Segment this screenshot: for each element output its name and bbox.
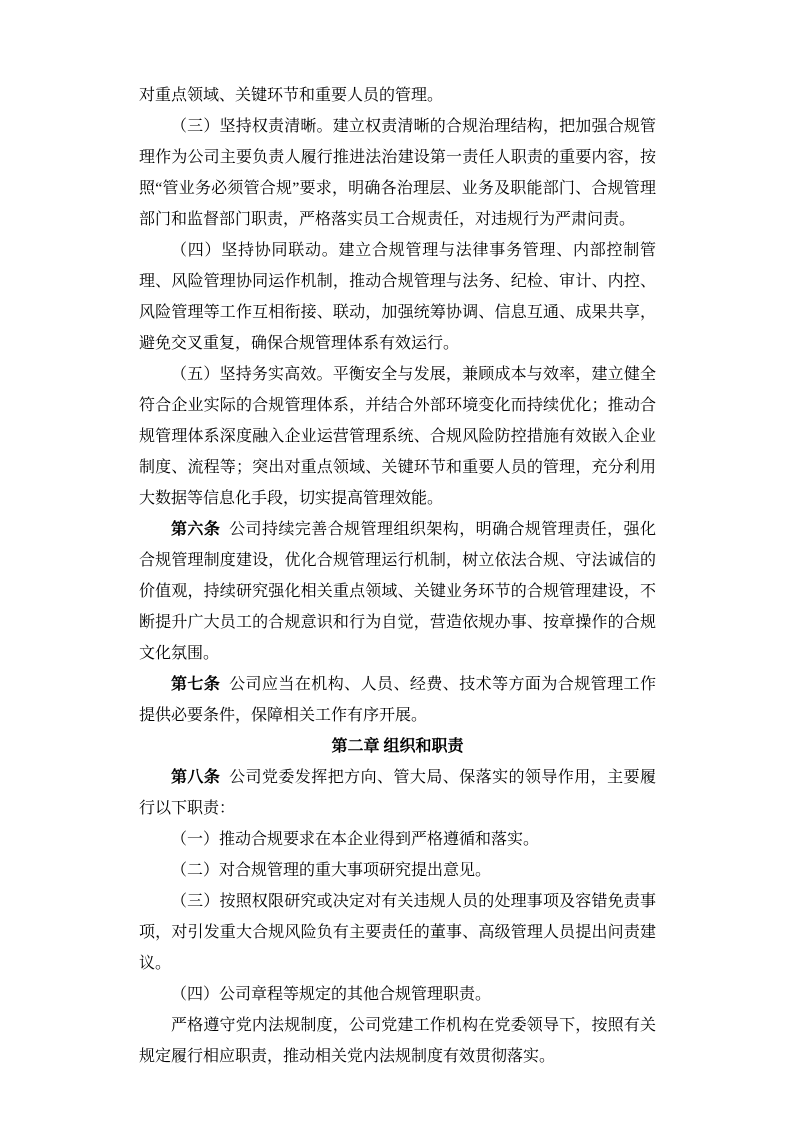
article-paragraph-6 — [139, 514, 656, 669]
principle-paragraph-3: （三）坚持权责清晰。建立权责清晰的合规治理结构，把加强合规管理作为公司主要负责人履行推进法治建设第一责任人职责的重要内容，按照“管业务必须管合规”要求，明确各治理层、业务及职能部门、合规管理部门和监督部门职责，严格落实员工合规责任，对违规行为严肃问责。 — [139, 118, 656, 228]
article-text: 公司应当在机构、人员、经费、技术等方面为合规管理工作提供必要条件，保障相关工作有序开展。 — [139, 676, 656, 724]
list-item-paragraph-2: （二）对合规管理的重大事项研究提出意见。 — [171, 862, 492, 879]
chapter-heading: 第二章 组织和职责 — [331, 738, 464, 755]
list-item-paragraph-1: （一）推动合规要求在本企业得到严格遵循和落实。 — [171, 831, 540, 848]
article-paragraph-8 — [139, 762, 656, 824]
list-item-paragraph-3: （三）按照权限研究或决定对有关违规人员的处理事项及容错免责事项，对引发重大合规风险负有主要责任的董事、高级管理人员提出问责建议。 — [139, 893, 656, 972]
article-number: 第八条 — [171, 769, 221, 786]
article-number: 第六条 — [171, 521, 221, 538]
article-text: 公司持续完善合规管理组织架构，明确合规管理责任，强化合规管理制度建设，优化合规管理运行机制，树立依法合规、守法诚信的价值观，持续研究强化相关重点领域、关键业务环节的合规管理建设，不断提升广大员工的合规意识和行为自觉，营造依规办事、按章操作的合规文化氛围。 — [139, 521, 656, 662]
list-item-paragraph-4: （四）公司章程等规定的其他合规管理职责。 — [171, 986, 492, 1003]
article-paragraph-7 — [139, 669, 656, 731]
principle-paragraph-4: （四）坚持协同联动。建立合规管理与法律事务管理、内部控制管理、风险管理协同运作机制，推动合规管理与法务、纪检、审计、内控、风险管理等工作互相衔接、联动，加强统筹协调、信息互通、成果共享，避免交叉重复，确保合规管理体系有效运行。 — [139, 242, 656, 352]
article-text: 公司党委发挥把方向、管大局、保落实的领导作用，主要履行以下职责： — [139, 769, 656, 817]
closing-paragraph: 严格遵守党内法规制度，公司党建工作机构在党委领导下，按照有关规定履行相应职责，推动相关党内法规制度有效贯彻落实。 — [139, 1017, 656, 1065]
principle-paragraph-5: （五）坚持务实高效。平衡安全与发展，兼顾成本与效率，建立健全符合企业实际的合规管理体系，并结合外部环境变化而持续优化；推动合规管理体系深度融入企业运营管理系统、合规风险防控措施有效嵌入企业制度、流程等；突出对重点领域、关键环节和重要人员的管理，充分利用大数据等信息化手段，切实提高管理效能。 — [139, 366, 656, 507]
paragraph-continuation: 对重点领域、关键环节和重要人员的管理。 — [139, 87, 444, 104]
article-number: 第七条 — [171, 676, 221, 693]
